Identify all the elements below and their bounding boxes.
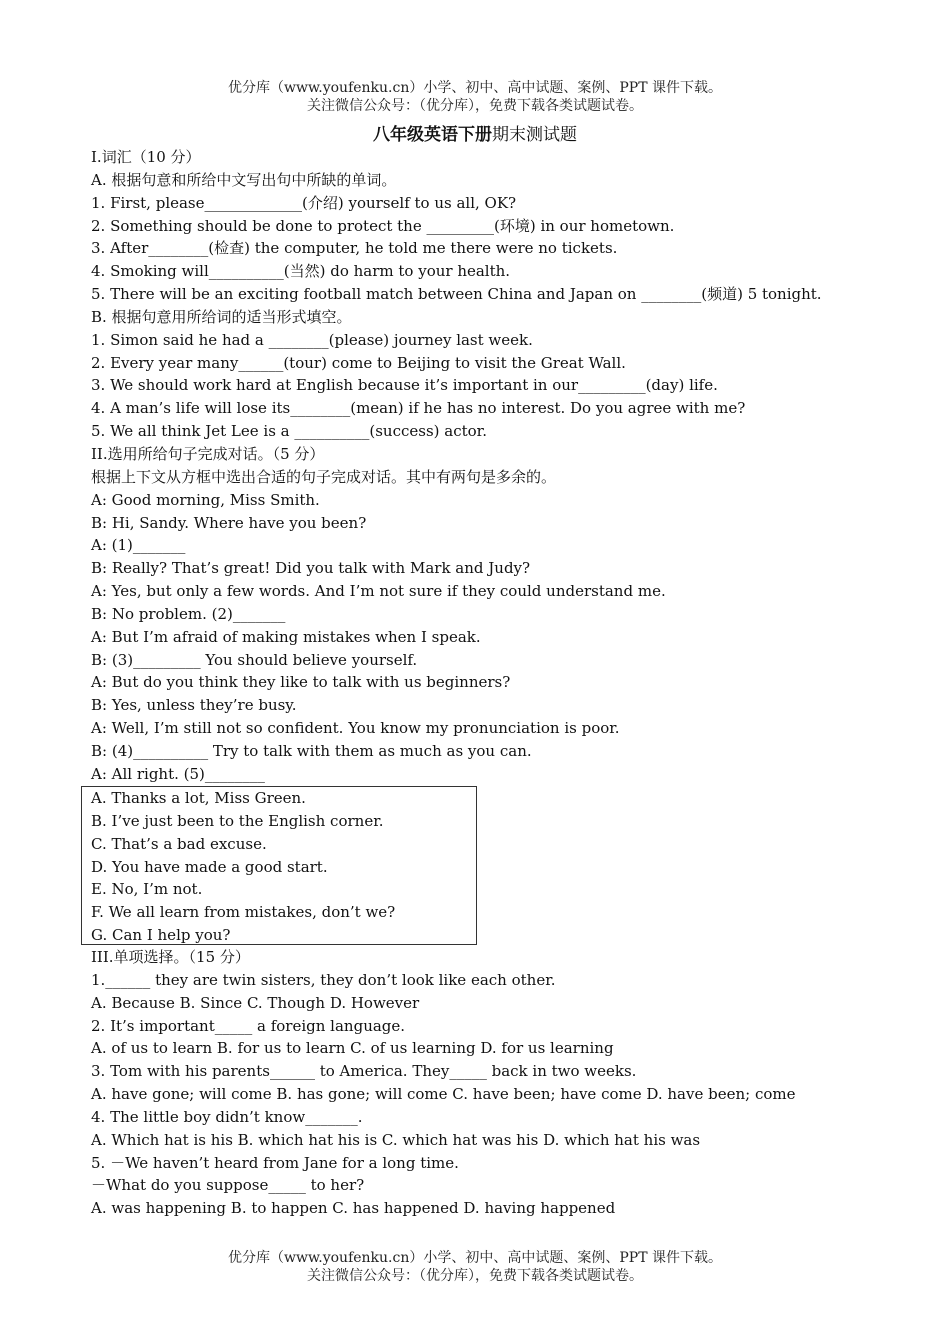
option-line: A. Thanks a lot, Miss Green. [91,789,306,807]
page-footer [0,1249,950,1285]
text-line: 根据上下文从方框中选出合适的句子完成对话。其中有两句是多余的。 [91,467,557,486]
text-line: －What do you suppose_____ to her? [91,1176,365,1195]
option-line: G. Can I help you? [91,926,231,945]
title-bold: 八年级英语下册 [373,125,492,145]
question-lines-part2 [91,946,796,1220]
text-line: A. Which hat is his B. which hat his is C. which hat was his D. which hat his was [91,1130,701,1149]
text-line: 2. It’s important_____ a foreign language. [91,1016,406,1035]
page-header [0,79,950,115]
text-line: 5. －We haven’t heard from Jane for a long time. [91,1153,459,1172]
text-line: A: But I’m afraid of making mistakes when I speak. [91,627,481,646]
text-line: A. of us to learn B. for us to learn C. of us learning D. for us learning [91,1039,614,1058]
text-line: B: No problem. (2)_______ [91,604,286,623]
text-line: 4. Smoking will__________(当然) do harm to your health. [91,262,511,281]
option-line: D. You have made a good start. [91,857,328,876]
footer-line-2: 关注微信公众号：（优分库），免费下载各类试题试卷。 [307,1268,643,1284]
text-line: 4. A man’s life will lose its________(mean) if he has no interest. Do you agree with me? [91,399,746,418]
text-line: A: Well, I’m still not so confident. You know my pronunciation is poor. [91,719,620,738]
header-line-2: 关注微信公众号：（优分库），免费下载各类试题试卷。 [307,98,643,114]
text-line: B: (3)_________ You should believe yourself. [91,650,418,669]
text-line: A: (1)_______ [91,536,186,555]
text-line: A: Good morning, Miss Smith. [91,490,320,509]
options-box [81,786,477,945]
option-line: E. No, I’m not. [91,880,203,899]
option-line: C. That’s a bad excuse. [91,834,267,853]
text-line: 3. Tom with his parents______ to America. They_____ back in two weeks. [91,1062,637,1081]
text-line: A. Because B. Since C. Though D. However [91,993,420,1012]
text-line: A: But do you think they like to talk with us beginners? [91,673,511,692]
text-line: B: Really? That’s great! Did you talk with Mark and Judy? [91,559,531,578]
text-line: 5. There will be an exciting football match between China and Japan on ________(频道) 5 tonight. [91,285,822,304]
text-line: 1. First, please_____________(介绍) yourself to us all, OK? [91,193,517,212]
text-line: I.词汇（10 分） [91,148,201,166]
text-line: B: Hi, Sandy. Where have you been? [91,513,367,532]
text-line: A. was happening B. to happen C. has happened D. having happened [91,1199,616,1218]
text-line: 3. After________(检查) the computer, he told me there were no tickets. [91,239,618,258]
page-title [0,124,950,146]
option-line: B. I’ve just been to the English corner. [91,811,384,830]
text-line: II.选用所给句子完成对话。（5 分） [91,444,325,463]
text-line: B. 根据句意用所给词的适当形式填空。 [91,307,352,326]
option-line: F. We all learn from mistakes, don’t we? [91,903,396,922]
text-line: A: All right. (5)________ [91,764,265,783]
text-line: 1.______ they are twin sisters, they don’t look like each other. [91,970,556,989]
title-normal: 期末测试题 [492,125,577,145]
text-line: 3. We should work hard at English because it’s important in our_________(day) life. [91,376,718,395]
text-line: 2. Something should be done to protect the _________(环境) in our hometown. [91,216,675,235]
text-line: 5. We all think Jet Lee is a __________(success) actor. [91,422,487,441]
footer-line-1: 优分库（www.youfenku.cn）小学、初中、高中试题、案例、PPT 课件下载。 [227,1250,722,1266]
text-line: B: (4)__________ Try to talk with them as much as you can. [91,741,532,760]
question-lines-part1 [91,146,871,786]
text-line: 2. Every year many______(tour) come to Beijing to visit the Great Wall. [91,353,626,372]
text-line: III.单项选择。（15 分） [91,948,250,966]
text-line: B: Yes, unless they’re busy. [91,696,297,715]
text-line: A. 根据句意和所给中文写出句中所缺的单词。 [91,170,397,189]
header-line-1: 优分库（www.youfenku.cn）小学、初中、高中试题、案例、PPT 课件下载。 [227,80,722,96]
text-line: A: Yes, but only a few words. And I’m not sure if they could understand me. [91,582,666,601]
text-line: A. have gone; will come B. has gone; will come C. have been; have come D. have been; come [91,1085,796,1104]
text-line: 4. The little boy didn’t know_______. [91,1107,363,1126]
text-line: 1. Simon said he had a ________(please) journey last week. [91,330,533,349]
